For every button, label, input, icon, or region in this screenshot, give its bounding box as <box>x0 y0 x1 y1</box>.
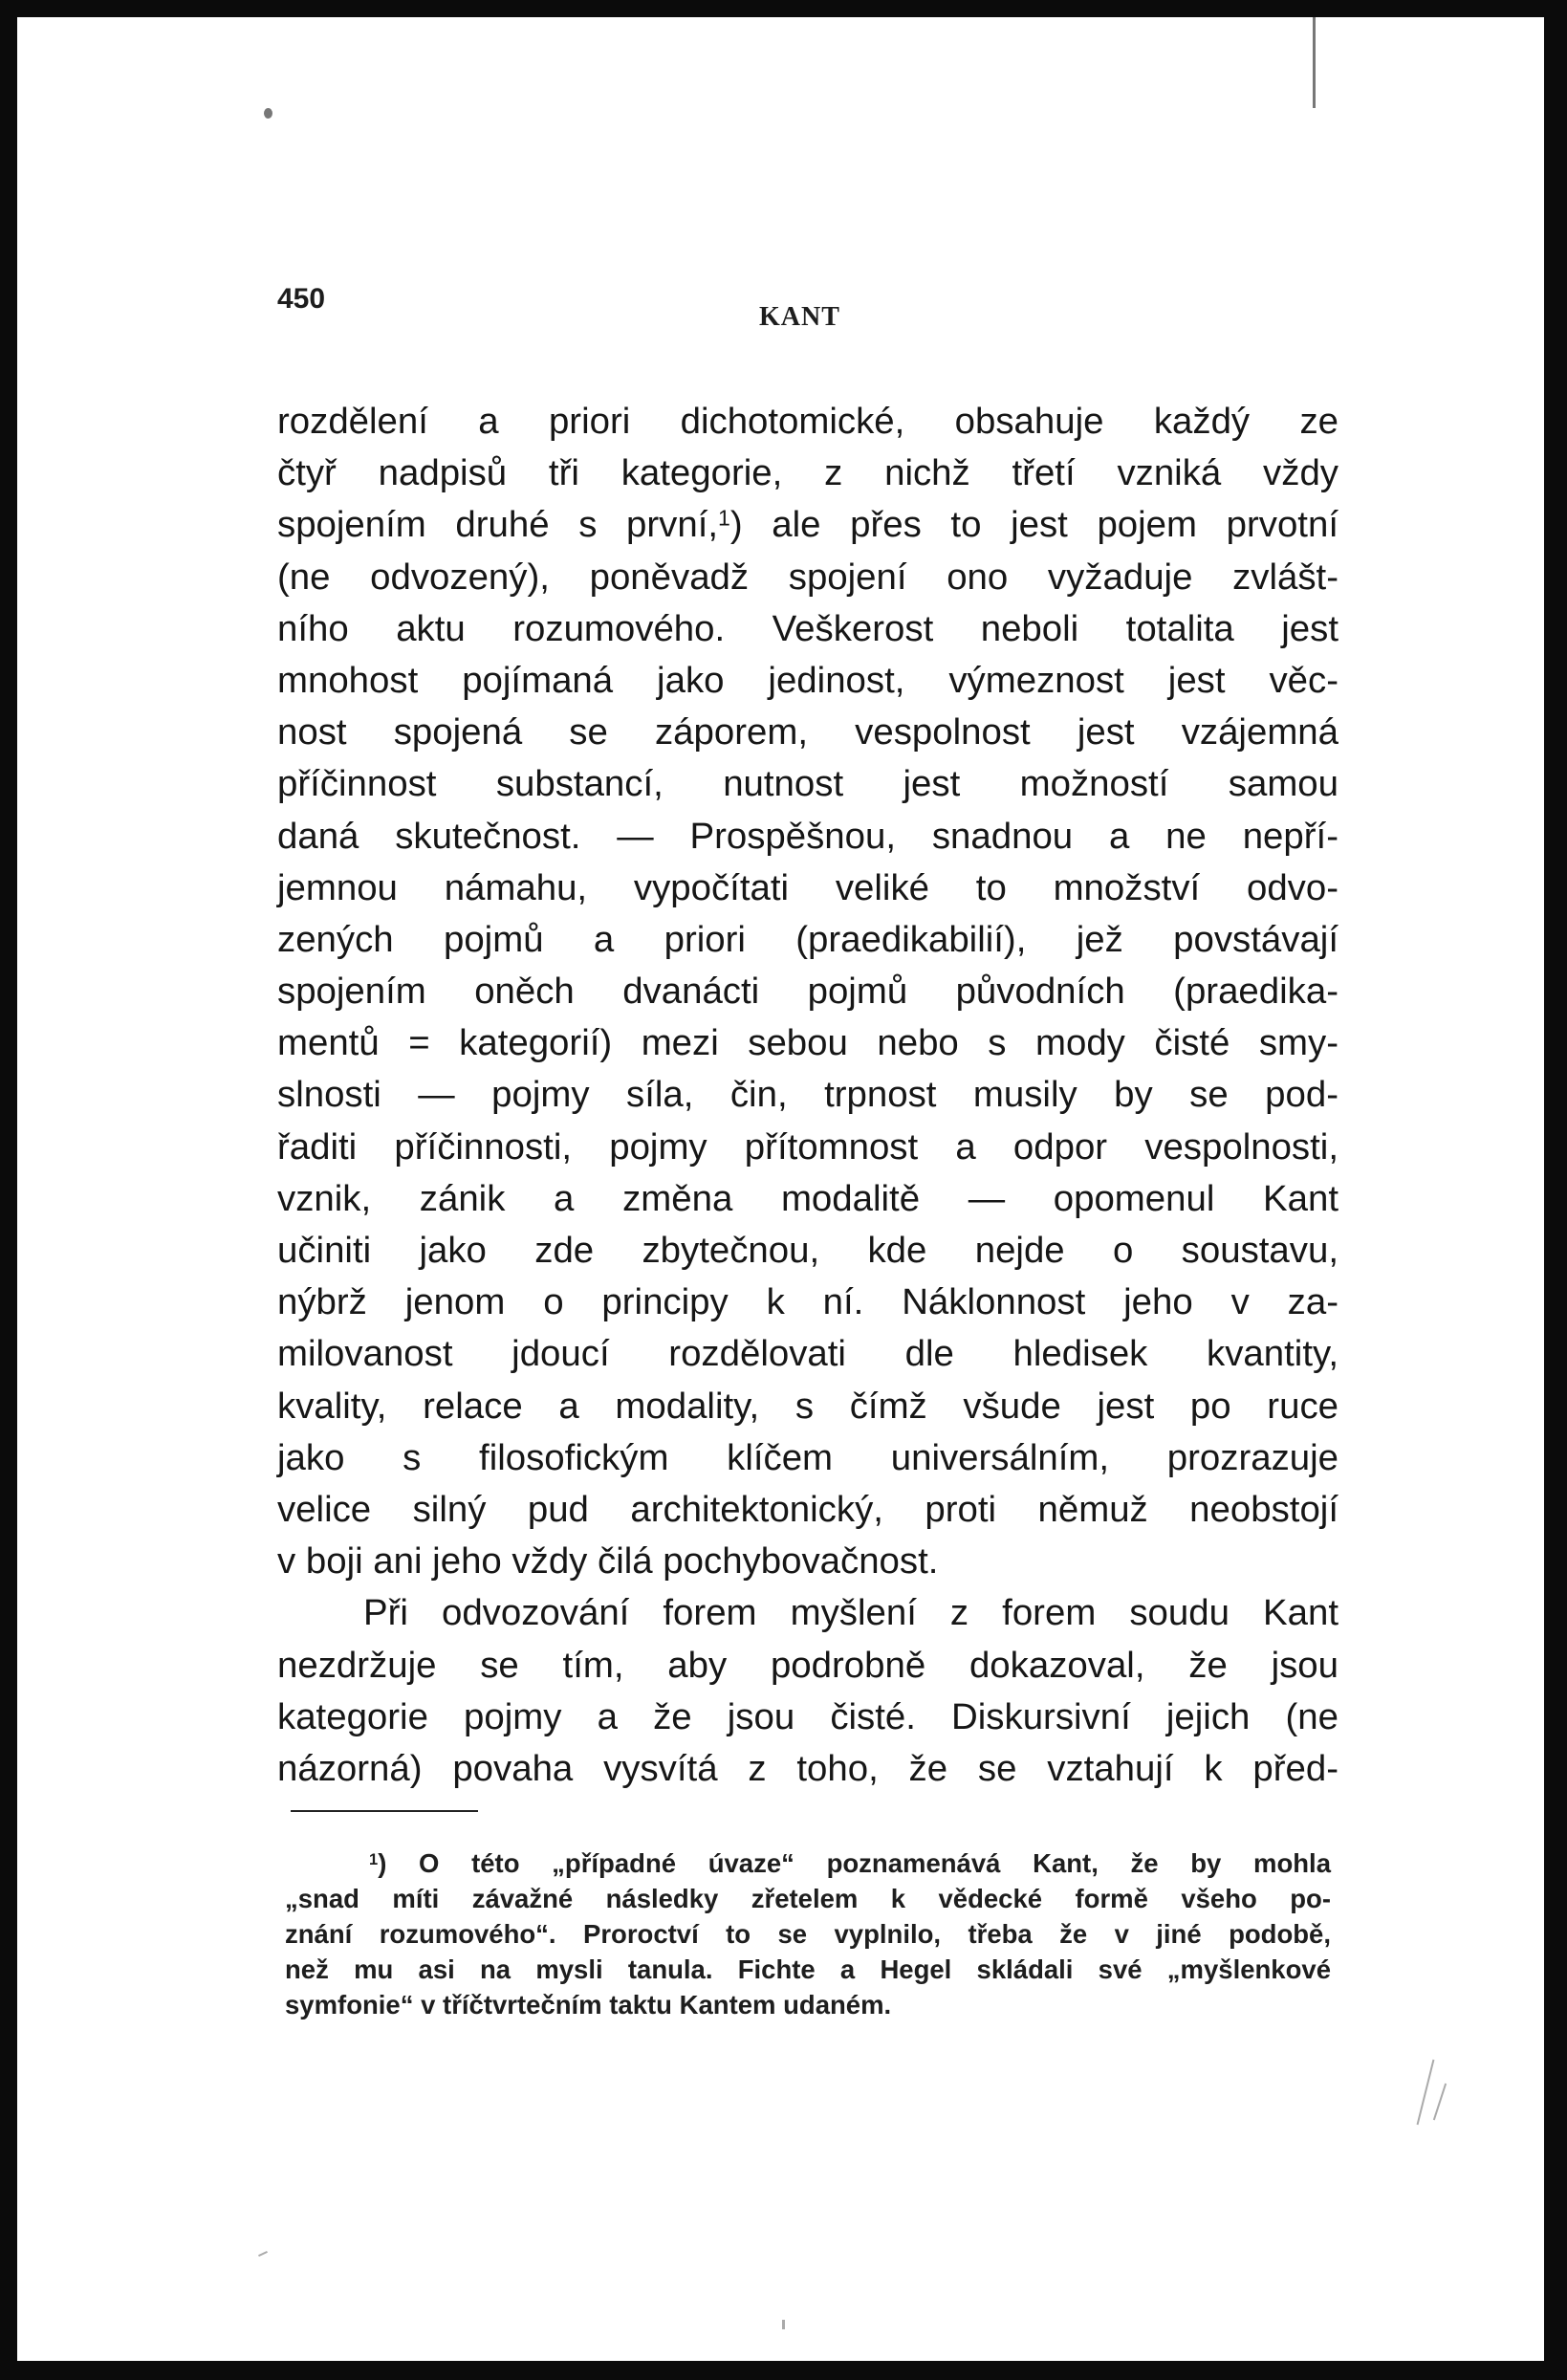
text-line: Při odvozování forem myšlení z forem soudu Kant <box>363 1592 1338 1634</box>
text-line: nýbrž jenom o principy k ní. Náklonnost jeho v za- <box>277 1281 1338 1323</box>
page-number: 450 <box>277 283 326 315</box>
text-line: učiniti jako zde zbytečnou, kde nejde o soustavu, <box>277 1230 1338 1271</box>
scan-artifact-line <box>1313 17 1316 108</box>
footnote-line: znání rozumového“. Proroctví to se vyplnilo, třeba že v jiné podobě, <box>285 1919 1331 1949</box>
footnote-rule <box>291 1810 478 1812</box>
text-line: kvality, relace a modality, s čímž všude jest po ruce <box>277 1385 1338 1427</box>
book-page <box>17 17 1544 2361</box>
scan-artifact-dot <box>264 108 272 119</box>
text-line: jako s filosofickým klíčem universálním, prozrazuje <box>277 1436 1338 1478</box>
text-line: mnohost pojímaná jako jedinost, výmeznost jest věc- <box>277 659 1338 701</box>
text-segment: ) O této „případné úvaze“ poznamenává Kant, že by mohla <box>378 1848 1331 1878</box>
text-line: příčinnost substancí, nutnost jest možností samou <box>277 763 1338 805</box>
scan-artifact-mark <box>782 2320 785 2329</box>
text-line: vznik, zánik a změna modalitě — opomenul Kant <box>277 1177 1338 1219</box>
running-title: KANT <box>759 302 840 332</box>
text-segment: spojením druhé s první, <box>277 504 719 546</box>
text-line: daná skutečnost. — Prospěšnou, snadnou a ne nepří- <box>277 815 1338 857</box>
footnote-line <box>285 1845 1331 1881</box>
footnote-reference: 1 <box>718 505 730 531</box>
text-line: kategorie pojmy a že jsou čisté. Diskursivní jejich (ne <box>277 1695 1338 1737</box>
scan-artifact-mark <box>258 2251 268 2257</box>
text-line: velice silný pud architektonický, proti němuž neobstojí <box>277 1488 1338 1530</box>
scan-artifact-mark <box>1417 2060 1435 2125</box>
footnote-line: než mu asi na mysli tanula. Fichte a Hegel skládali své „myšlenkové <box>285 1954 1331 1984</box>
text-line: spojením oněch dvanácti pojmů původních (praedika- <box>277 971 1338 1013</box>
text-line: mentů = kategorií) mezi sebou nebo s mody čisté smy- <box>277 1022 1338 1064</box>
text-segment: ) ale přes to jest pojem prvotní <box>729 504 1338 546</box>
text-line: (ne odvozený), poněvadž spojení ono vyžaduje zvlášt- <box>277 556 1338 598</box>
text-line: ního aktu rozumového. Veškerost neboli totalita jest <box>277 607 1338 649</box>
main-text <box>277 396 1338 1795</box>
text-line: jemnou námahu, vypočítati veliké to množství odvo- <box>277 866 1338 908</box>
text-line: názorná) povaha vysvítá z toho, že se vztahují k před- <box>277 1747 1338 1789</box>
text-line: v boji ani jeho vždy čilá pochybovačnost. <box>277 1540 939 1583</box>
text-line <box>277 499 1338 551</box>
text-line: milovanost jdoucí rozdělovati dle hledisek kvantity, <box>277 1333 1338 1375</box>
text-line: zených pojmů a priori (praedikabilií), jež povstávají <box>277 918 1338 960</box>
footnotes <box>285 1845 1331 2022</box>
footnote-line: symfonie“ v tříčtvrtečním taktu Kantem udaném. <box>285 1990 892 2020</box>
text-line: slnosti — pojmy síla, čin, trpnost musily by se pod- <box>277 1074 1338 1116</box>
text-line: rozdělení a priori dichotomické, obsahuje každý ze <box>277 401 1338 442</box>
text-line: nost spojená se záporem, vespolnost jest vzájemná <box>277 711 1338 753</box>
text-line: čtyř nadpisů tři kategorie, z nichž třetí vzniká vždy <box>277 452 1338 494</box>
footnote-line: „snad míti závažné následky zřetelem k vědecké formě všeho po- <box>285 1884 1331 1913</box>
scan-artifact-mark <box>1433 2084 1447 2121</box>
footnote-marker: 1 <box>369 1850 379 1868</box>
text-line: řaditi příčinnosti, pojmy přítomnost a odpor vespolnosti, <box>277 1125 1338 1168</box>
text-line: nezdržuje se tím, aby podrobně dokazoval, že jsou <box>277 1644 1338 1686</box>
